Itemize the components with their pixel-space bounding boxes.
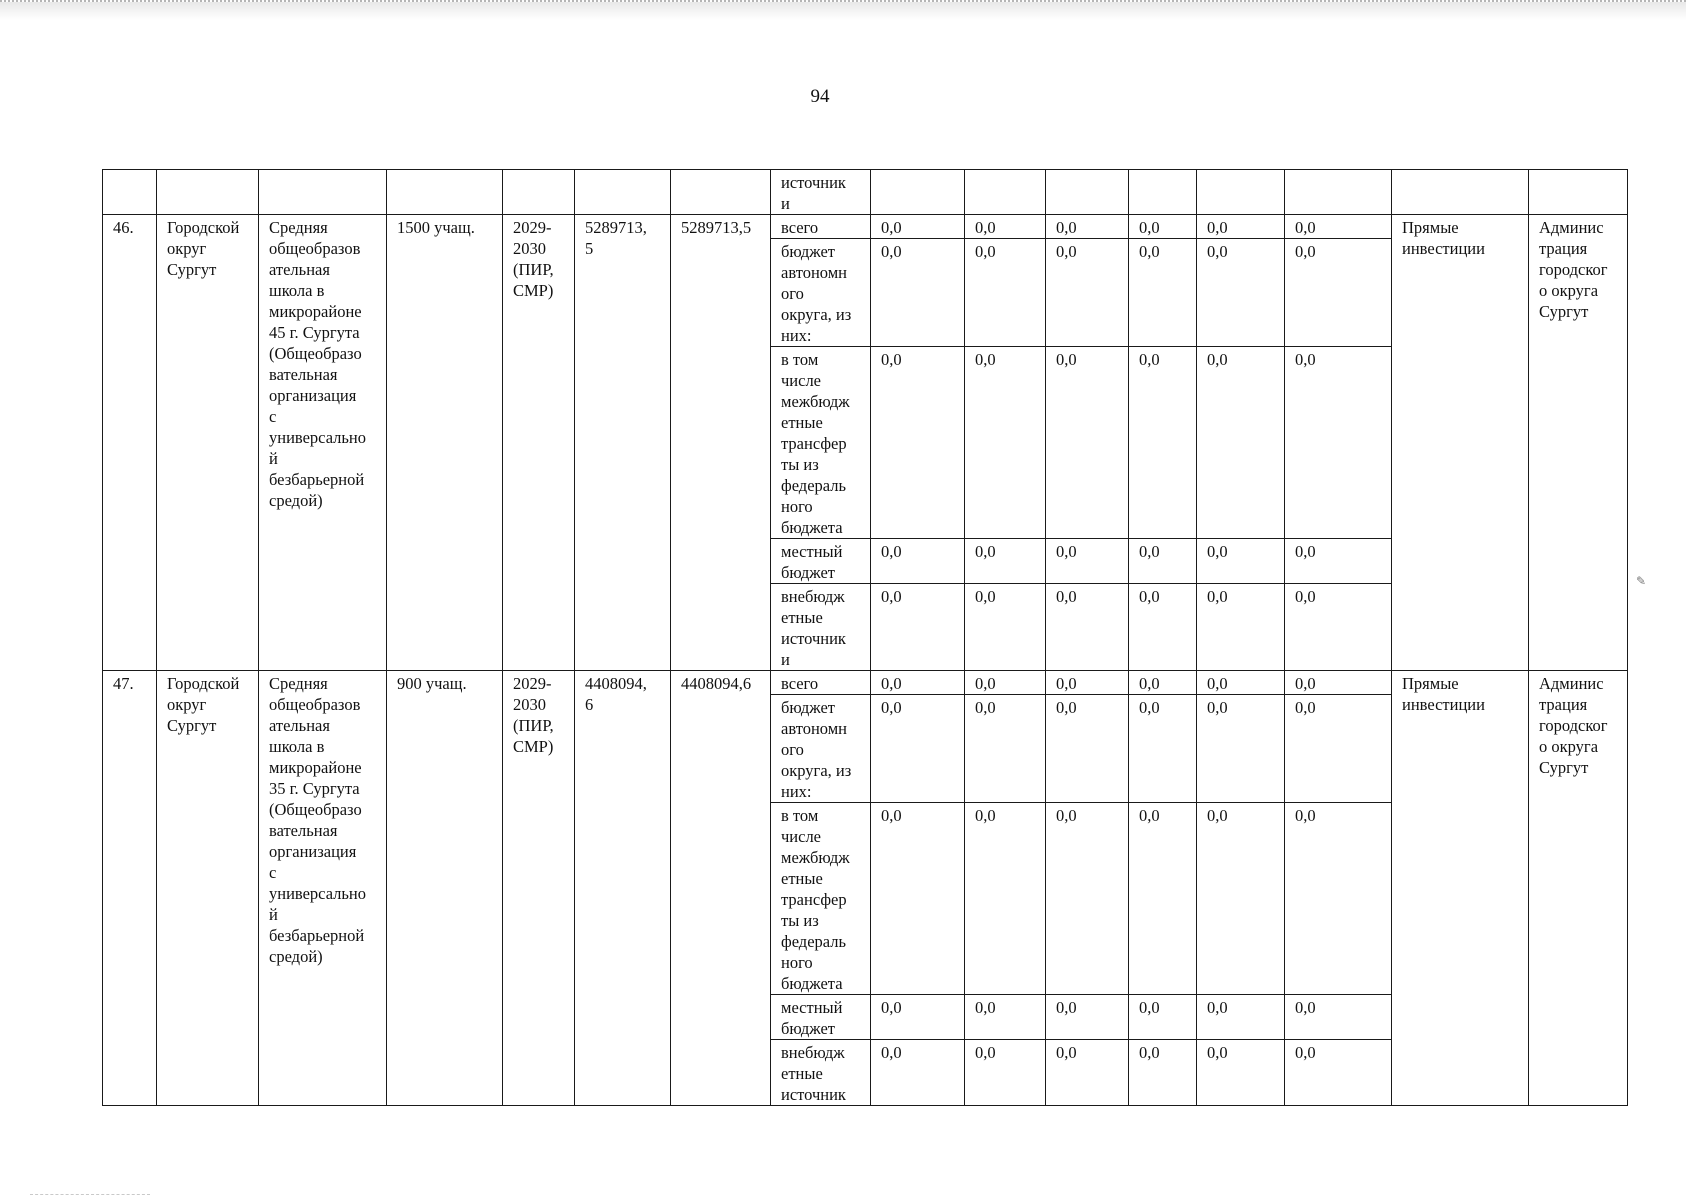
funding-value-cell: 0,0 (1285, 803, 1392, 995)
table-body (103, 170, 1628, 1106)
cell-empty (1285, 170, 1392, 215)
funding-source-cell: источник и (771, 170, 871, 215)
funding-value-cell: 0,0 (1046, 347, 1129, 539)
cell-empty (575, 170, 671, 215)
cell-empty (1046, 170, 1129, 215)
funding-value-cell: 0,0 (1046, 995, 1129, 1040)
funding-value-cell: 0,0 (1285, 1040, 1392, 1106)
funding-source-cell: в том числе межбюдж етные трансфер ты из федераль ного бюджета (771, 347, 871, 539)
cell-empty (1392, 170, 1529, 215)
funding-source-cell: в том числе межбюдж етные трансфер ты из федераль ного бюджета (771, 803, 871, 995)
funding-value-cell: 0,0 (1285, 239, 1392, 347)
cell-empty (965, 170, 1046, 215)
funding-value-cell: 0,0 (1285, 995, 1392, 1040)
funding-value-cell: 0,0 (1129, 539, 1197, 584)
funding-source-cell: местный бюджет (771, 539, 871, 584)
funding-value-cell: 0,0 (1129, 215, 1197, 239)
capacity-cell: 900 учащ. (387, 671, 503, 1106)
responsible-cell: Админис трация городског о округа Сургут (1529, 215, 1628, 671)
cell-empty (671, 170, 771, 215)
funding-value-cell: 0,0 (1129, 671, 1197, 695)
funding-value-cell: 0,0 (1197, 215, 1285, 239)
funding-value-cell: 0,0 (871, 539, 965, 584)
funding-value-cell: 0,0 (1129, 695, 1197, 803)
mechanism-cell: Прямые инвестиции (1392, 215, 1529, 671)
investment-table (102, 169, 1628, 1106)
cell-empty (387, 170, 503, 215)
funding-value-cell: 0,0 (965, 695, 1046, 803)
row-number: 46. (103, 215, 157, 671)
object-name-cell: Средняя общеобразов ательная школа в микрорайоне 35 г. Сургута (Общеобразо вательная организация с универсально й безбарьерной средой) (259, 671, 387, 1106)
scan-bottom-mark (30, 1194, 150, 1198)
page-number: 94 (810, 86, 830, 107)
funding-value-cell: 0,0 (1129, 239, 1197, 347)
period-cell: 2029- 2030 (ПИР, СМР) (503, 671, 575, 1106)
mechanism-cell: Прямые инвестиции (1392, 671, 1529, 1106)
funding-value-cell: 0,0 (965, 995, 1046, 1040)
funding-value-cell: 0,0 (871, 215, 965, 239)
funding-value-cell: 0,0 (965, 1040, 1046, 1106)
funding-value-cell: 0,0 (1285, 347, 1392, 539)
funding-value-cell: 0,0 (871, 803, 965, 995)
cost-total-cell: 5289713, 5 (575, 215, 671, 671)
cell-empty (1197, 170, 1285, 215)
municipality-cell: Городской округ Сургут (157, 215, 259, 671)
funding-source-cell: местный бюджет (771, 995, 871, 1040)
responsible-cell: Админис трация городског о округа Сургут (1529, 671, 1628, 1106)
funding-value-cell: 0,0 (871, 695, 965, 803)
municipality-cell: Городской округ Сургут (157, 671, 259, 1106)
funding-value-cell: 0,0 (1197, 347, 1285, 539)
funding-value-cell: 0,0 (1046, 803, 1129, 995)
funding-source-cell: бюджет автономн ого округа, из них: (771, 239, 871, 347)
table-row (103, 215, 1628, 239)
funding-value-cell: 0,0 (965, 584, 1046, 671)
funding-value-cell: 0,0 (1285, 695, 1392, 803)
funding-value-cell: 0,0 (965, 803, 1046, 995)
funding-value-cell: 0,0 (1197, 803, 1285, 995)
capacity-cell: 1500 учащ. (387, 215, 503, 671)
cost-total-cell: 4408094, 6 (575, 671, 671, 1106)
table-row (103, 671, 1628, 695)
funding-value-cell: 0,0 (1197, 1040, 1285, 1106)
funding-value-cell: 0,0 (1285, 584, 1392, 671)
funding-value-cell: 0,0 (1046, 215, 1129, 239)
scan-margin-mark: ✎ (1636, 574, 1647, 588)
funding-value-cell: 0,0 (871, 584, 965, 671)
funding-value-cell: 0,0 (965, 347, 1046, 539)
funding-source-cell: всего (771, 671, 871, 695)
funding-value-cell: 0,0 (1129, 1040, 1197, 1106)
funding-value-cell: 0,0 (965, 215, 1046, 239)
funding-source-cell: всего (771, 215, 871, 239)
funding-value-cell: 0,0 (871, 671, 965, 695)
funding-value-cell: 0,0 (1197, 584, 1285, 671)
funding-source-cell: внебюдж етные источник и (771, 584, 871, 671)
funding-source-cell: внебюдж етные источник (771, 1040, 871, 1106)
funding-value-cell: 0,0 (1285, 215, 1392, 239)
funding-value-cell: 0,0 (1129, 995, 1197, 1040)
cell-empty (1529, 170, 1628, 215)
funding-value-cell: 0,0 (1197, 671, 1285, 695)
funding-value-cell: 0,0 (871, 1040, 965, 1106)
table-row-continued-header (103, 170, 1628, 215)
cell-empty (259, 170, 387, 215)
cost-remaining-cell: 5289713,5 (671, 215, 771, 671)
funding-value-cell: 0,0 (1285, 539, 1392, 584)
funding-value-cell: 0,0 (871, 995, 965, 1040)
funding-value-cell: 0,0 (965, 539, 1046, 584)
funding-value-cell: 0,0 (1285, 671, 1392, 695)
funding-value-cell: 0,0 (871, 239, 965, 347)
funding-value-cell: 0,0 (965, 671, 1046, 695)
funding-value-cell: 0,0 (1129, 584, 1197, 671)
funding-value-cell: 0,0 (965, 239, 1046, 347)
scan-top-edge (0, 0, 1686, 20)
funding-value-cell: 0,0 (1046, 239, 1129, 347)
cell-empty (157, 170, 259, 215)
funding-value-cell: 0,0 (1046, 584, 1129, 671)
funding-value-cell: 0,0 (1129, 347, 1197, 539)
funding-value-cell: 0,0 (1197, 695, 1285, 803)
funding-value-cell: 0,0 (1046, 671, 1129, 695)
row-number: 47. (103, 671, 157, 1106)
funding-value-cell: 0,0 (871, 347, 965, 539)
funding-value-cell: 0,0 (1046, 1040, 1129, 1106)
funding-source-cell: бюджет автономн ого округа, из них: (771, 695, 871, 803)
funding-value-cell: 0,0 (1197, 539, 1285, 584)
funding-value-cell: 0,0 (1046, 539, 1129, 584)
period-cell: 2029- 2030 (ПИР, СМР) (503, 215, 575, 671)
cell-empty (503, 170, 575, 215)
cell-empty (103, 170, 157, 215)
cell-empty (1129, 170, 1197, 215)
object-name-cell: Средняя общеобразов ательная школа в микрорайоне 45 г. Сургута (Общеобразо вательная организация с универсально й безбарьерной средой) (259, 215, 387, 671)
cell-empty (871, 170, 965, 215)
funding-value-cell: 0,0 (1129, 803, 1197, 995)
funding-value-cell: 0,0 (1197, 995, 1285, 1040)
cost-remaining-cell: 4408094,6 (671, 671, 771, 1106)
funding-value-cell: 0,0 (1197, 239, 1285, 347)
funding-value-cell: 0,0 (1046, 695, 1129, 803)
